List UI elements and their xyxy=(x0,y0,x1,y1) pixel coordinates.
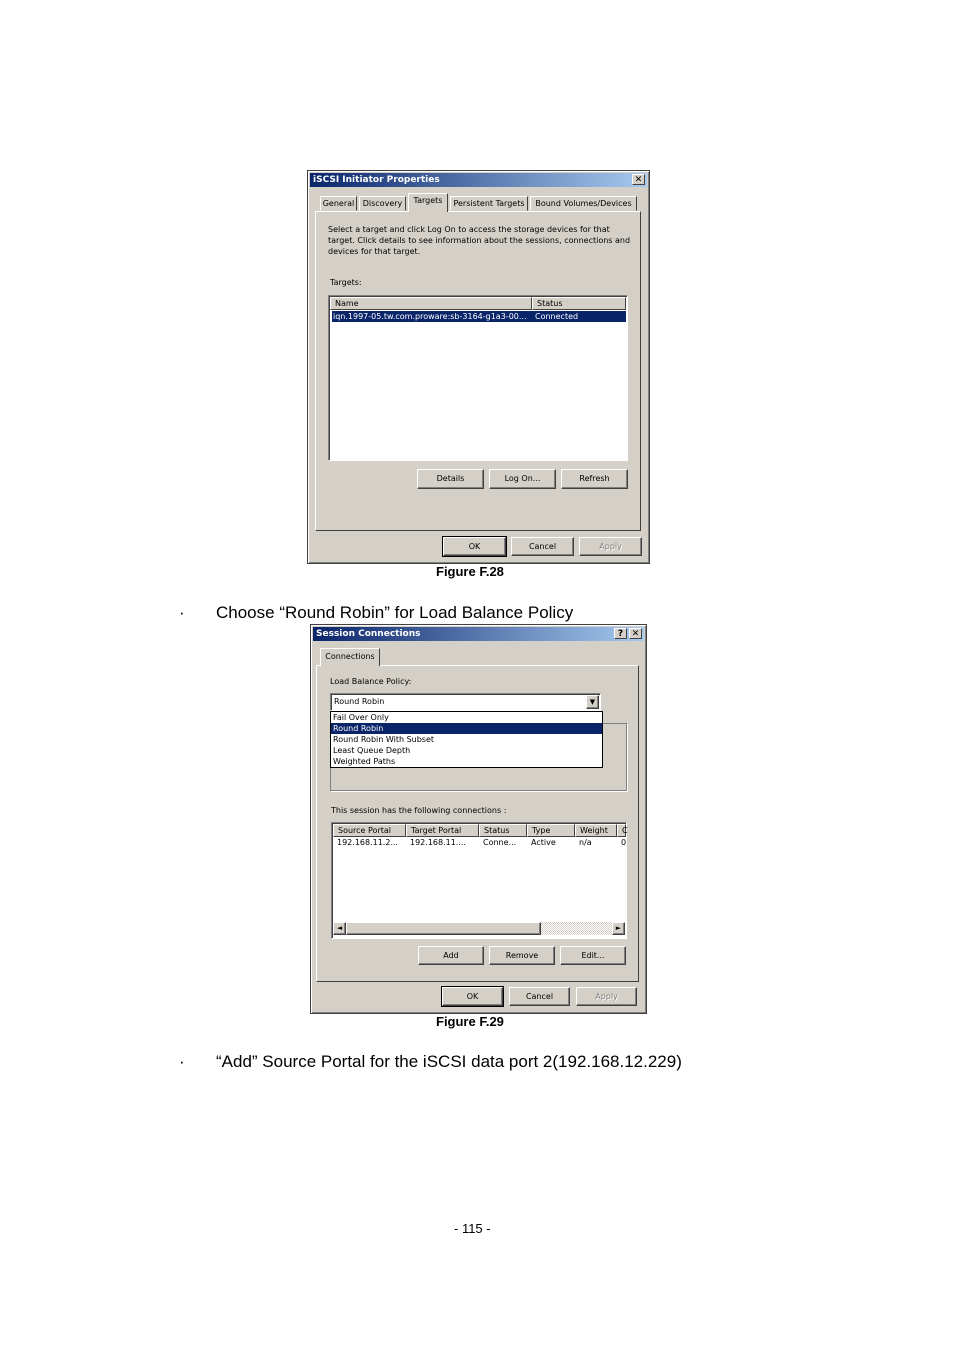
load-balance-policy-label: Load Balance Policy: xyxy=(330,677,412,686)
scrollbar-thumb[interactable] xyxy=(346,922,541,935)
column-header-c[interactable]: C xyxy=(617,824,626,837)
table-row[interactable] xyxy=(333,838,625,849)
load-balance-policy-select[interactable] xyxy=(330,693,601,711)
column-header-source-portal[interactable]: Source Portal xyxy=(333,824,406,837)
ok-button[interactable]: OK xyxy=(442,987,503,1006)
column-header-name[interactable]: Name xyxy=(330,297,532,310)
apply-button[interactable]: Apply xyxy=(579,537,642,556)
connections-list[interactable] xyxy=(331,822,627,939)
scroll-left-icon[interactable]: ◄ xyxy=(333,922,346,935)
refresh-button[interactable]: Refresh xyxy=(561,469,628,489)
figure-caption-f28: Figure F.28 xyxy=(436,564,504,579)
dialog-title: iSCSI Initiator Properties xyxy=(313,175,440,185)
details-button[interactable]: Details xyxy=(417,469,484,489)
close-icon[interactable]: ✕ xyxy=(629,628,642,639)
bullet-text-round-robin: Choose “Round Robin” for Load Balance Policy xyxy=(216,603,574,622)
page-number: - 115 - xyxy=(454,1221,491,1236)
policy-option-weighted-paths[interactable]: Weighted Paths xyxy=(333,757,396,766)
add-button[interactable]: Add xyxy=(418,946,484,965)
figure-caption-f29: Figure F.29 xyxy=(436,1014,504,1029)
column-header-target-portal[interactable]: Target Portal xyxy=(406,824,479,837)
policy-option-round-robin-with-subset[interactable]: Round Robin With Subset xyxy=(333,735,435,744)
session-connections-dialog xyxy=(310,624,647,1014)
dialog-title-bar xyxy=(310,173,647,187)
target-name: iqn.1997-05.tw.com.proware:sb-3164-g1a3-00... xyxy=(333,312,527,321)
bullet-text-add-source-portal: “Add” Source Portal for the iSCSI data port 2(192.168.12.229) xyxy=(216,1052,682,1071)
column-header-type[interactable]: Type xyxy=(527,824,575,837)
tab-discovery[interactable]: Discovery xyxy=(359,196,406,211)
edit-button[interactable]: Edit... xyxy=(560,946,626,965)
column-header-status[interactable]: Status xyxy=(479,824,527,837)
tab-connections[interactable]: Connections xyxy=(320,648,380,666)
connections-label: This session has the following connections : xyxy=(331,806,507,815)
tab-general[interactable]: General xyxy=(320,196,357,211)
log-on-button[interactable]: Log On... xyxy=(489,469,556,489)
apply-button[interactable]: Apply xyxy=(576,987,637,1006)
source-portal-cell: 192.168.11.2... xyxy=(337,838,399,847)
close-icon[interactable]: ✕ xyxy=(632,174,645,185)
status-cell: Conne... xyxy=(483,838,517,847)
load-balance-policy-dropdown-list[interactable] xyxy=(330,711,603,768)
policy-selected-value: Round Robin xyxy=(334,697,385,706)
dialog-title-bar xyxy=(313,627,644,641)
targets-label: Targets: xyxy=(330,278,362,287)
type-cell: Active xyxy=(531,838,556,847)
column-header-status[interactable]: Status xyxy=(532,297,626,310)
scroll-right-icon[interactable]: ► xyxy=(612,922,625,935)
help-icon[interactable]: ? xyxy=(614,628,627,639)
cancel-button[interactable]: Cancel xyxy=(511,537,574,556)
tab-persistent-targets[interactable]: Persistent Targets xyxy=(450,196,528,211)
targets-list[interactable] xyxy=(328,295,628,461)
column-header-weight[interactable]: Weight xyxy=(575,824,617,837)
targets-description: Select a target and click Log On to access the storage devices for that target. Click details to see information about the sessions, connections and devices for that target. xyxy=(328,225,631,256)
weight-cell: n/a xyxy=(579,838,592,847)
policy-option-fail-over-only[interactable]: Fail Over Only xyxy=(333,713,389,722)
tab-targets[interactable]: Targets xyxy=(408,193,448,212)
dialog-title: Session Connections xyxy=(316,629,421,639)
chevron-down-icon[interactable]: ▼ xyxy=(586,695,599,709)
ok-button[interactable]: OK xyxy=(443,537,506,556)
policy-option-round-robin[interactable]: Round Robin xyxy=(331,723,602,734)
tab-bound-volumes-devices[interactable]: Bound Volumes/Devices xyxy=(530,196,637,211)
table-row[interactable] xyxy=(332,311,626,322)
horizontal-scrollbar[interactable] xyxy=(333,922,625,935)
target-portal-cell: 192.168.11.... xyxy=(410,838,466,847)
target-status: Connected xyxy=(535,312,579,321)
c-cell: 0 xyxy=(621,838,627,847)
cancel-button[interactable]: Cancel xyxy=(509,987,570,1006)
iscsi-initiator-properties-dialog xyxy=(307,170,650,564)
bullet-mark: · xyxy=(179,603,185,622)
bullet-mark: · xyxy=(179,1052,185,1071)
remove-button[interactable]: Remove xyxy=(489,946,555,965)
policy-option-least-queue-depth[interactable]: Least Queue Depth xyxy=(333,746,411,755)
